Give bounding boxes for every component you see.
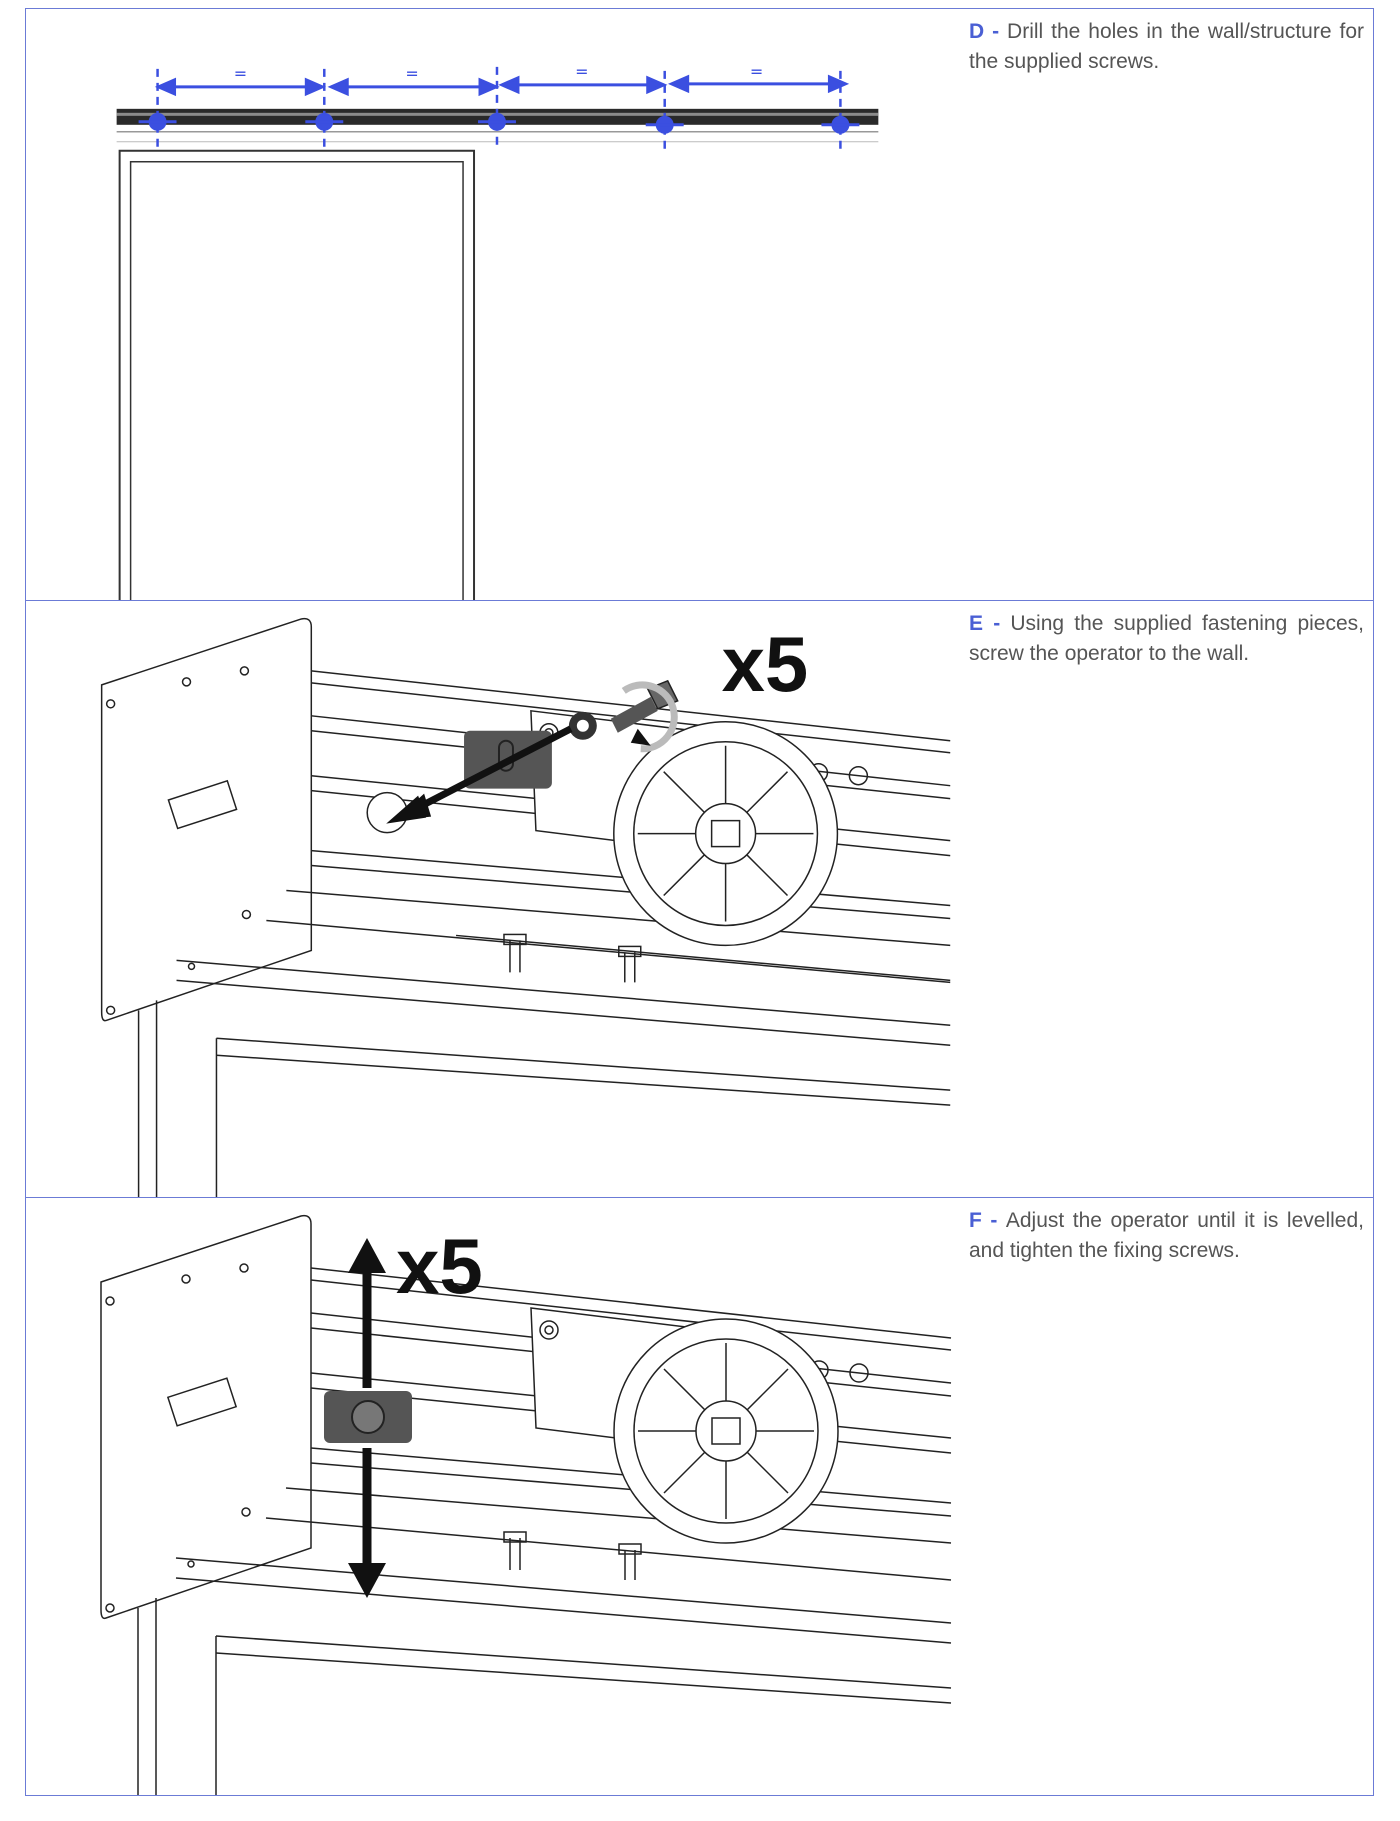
quantity-multiplier: x5 [396, 1222, 483, 1310]
step-text: Adjust the operator until it is levelled, and tighten the fixing screws. [969, 1209, 1364, 1262]
step-e-caption: E - Using the supplied fastening pieces, screw the operator to the wall. [969, 612, 1365, 665]
door-frame [120, 151, 474, 600]
instruction-sheet [25, 8, 1374, 1796]
operator-mounting-diagram [26, 601, 956, 1197]
spacing-mark: = [749, 61, 764, 81]
washer-icon [569, 712, 597, 740]
motor-fan [614, 1319, 838, 1543]
step-d-row [26, 9, 1373, 601]
drilling-diagram [26, 9, 956, 600]
step-f-row [26, 1198, 1373, 1795]
levelling-diagram [26, 1198, 956, 1795]
step-text: Using the supplied fastening pieces, screw the operator to the wall. [969, 612, 1365, 665]
step-letter: F [969, 1209, 982, 1232]
step-letter: D [969, 20, 985, 43]
quantity-multiplier: x5 [721, 621, 809, 708]
spacing-mark: = [575, 61, 589, 81]
double-arrow-icon [159, 77, 846, 94]
step-d-caption: D - Drill the holes in the wall/structure for the supplied screws. [969, 20, 1364, 73]
spacing-mark: = [233, 63, 248, 83]
step-text: Drill the holes in the wall/structure for the supplied screws. [969, 20, 1364, 73]
step-letter: E [969, 612, 984, 635]
spacing-mark: = [405, 63, 419, 83]
step-f-caption: F - Adjust the operator until it is levelled, and tighten the fixing screws. [969, 1209, 1364, 1262]
step-e-row [26, 601, 1373, 1198]
